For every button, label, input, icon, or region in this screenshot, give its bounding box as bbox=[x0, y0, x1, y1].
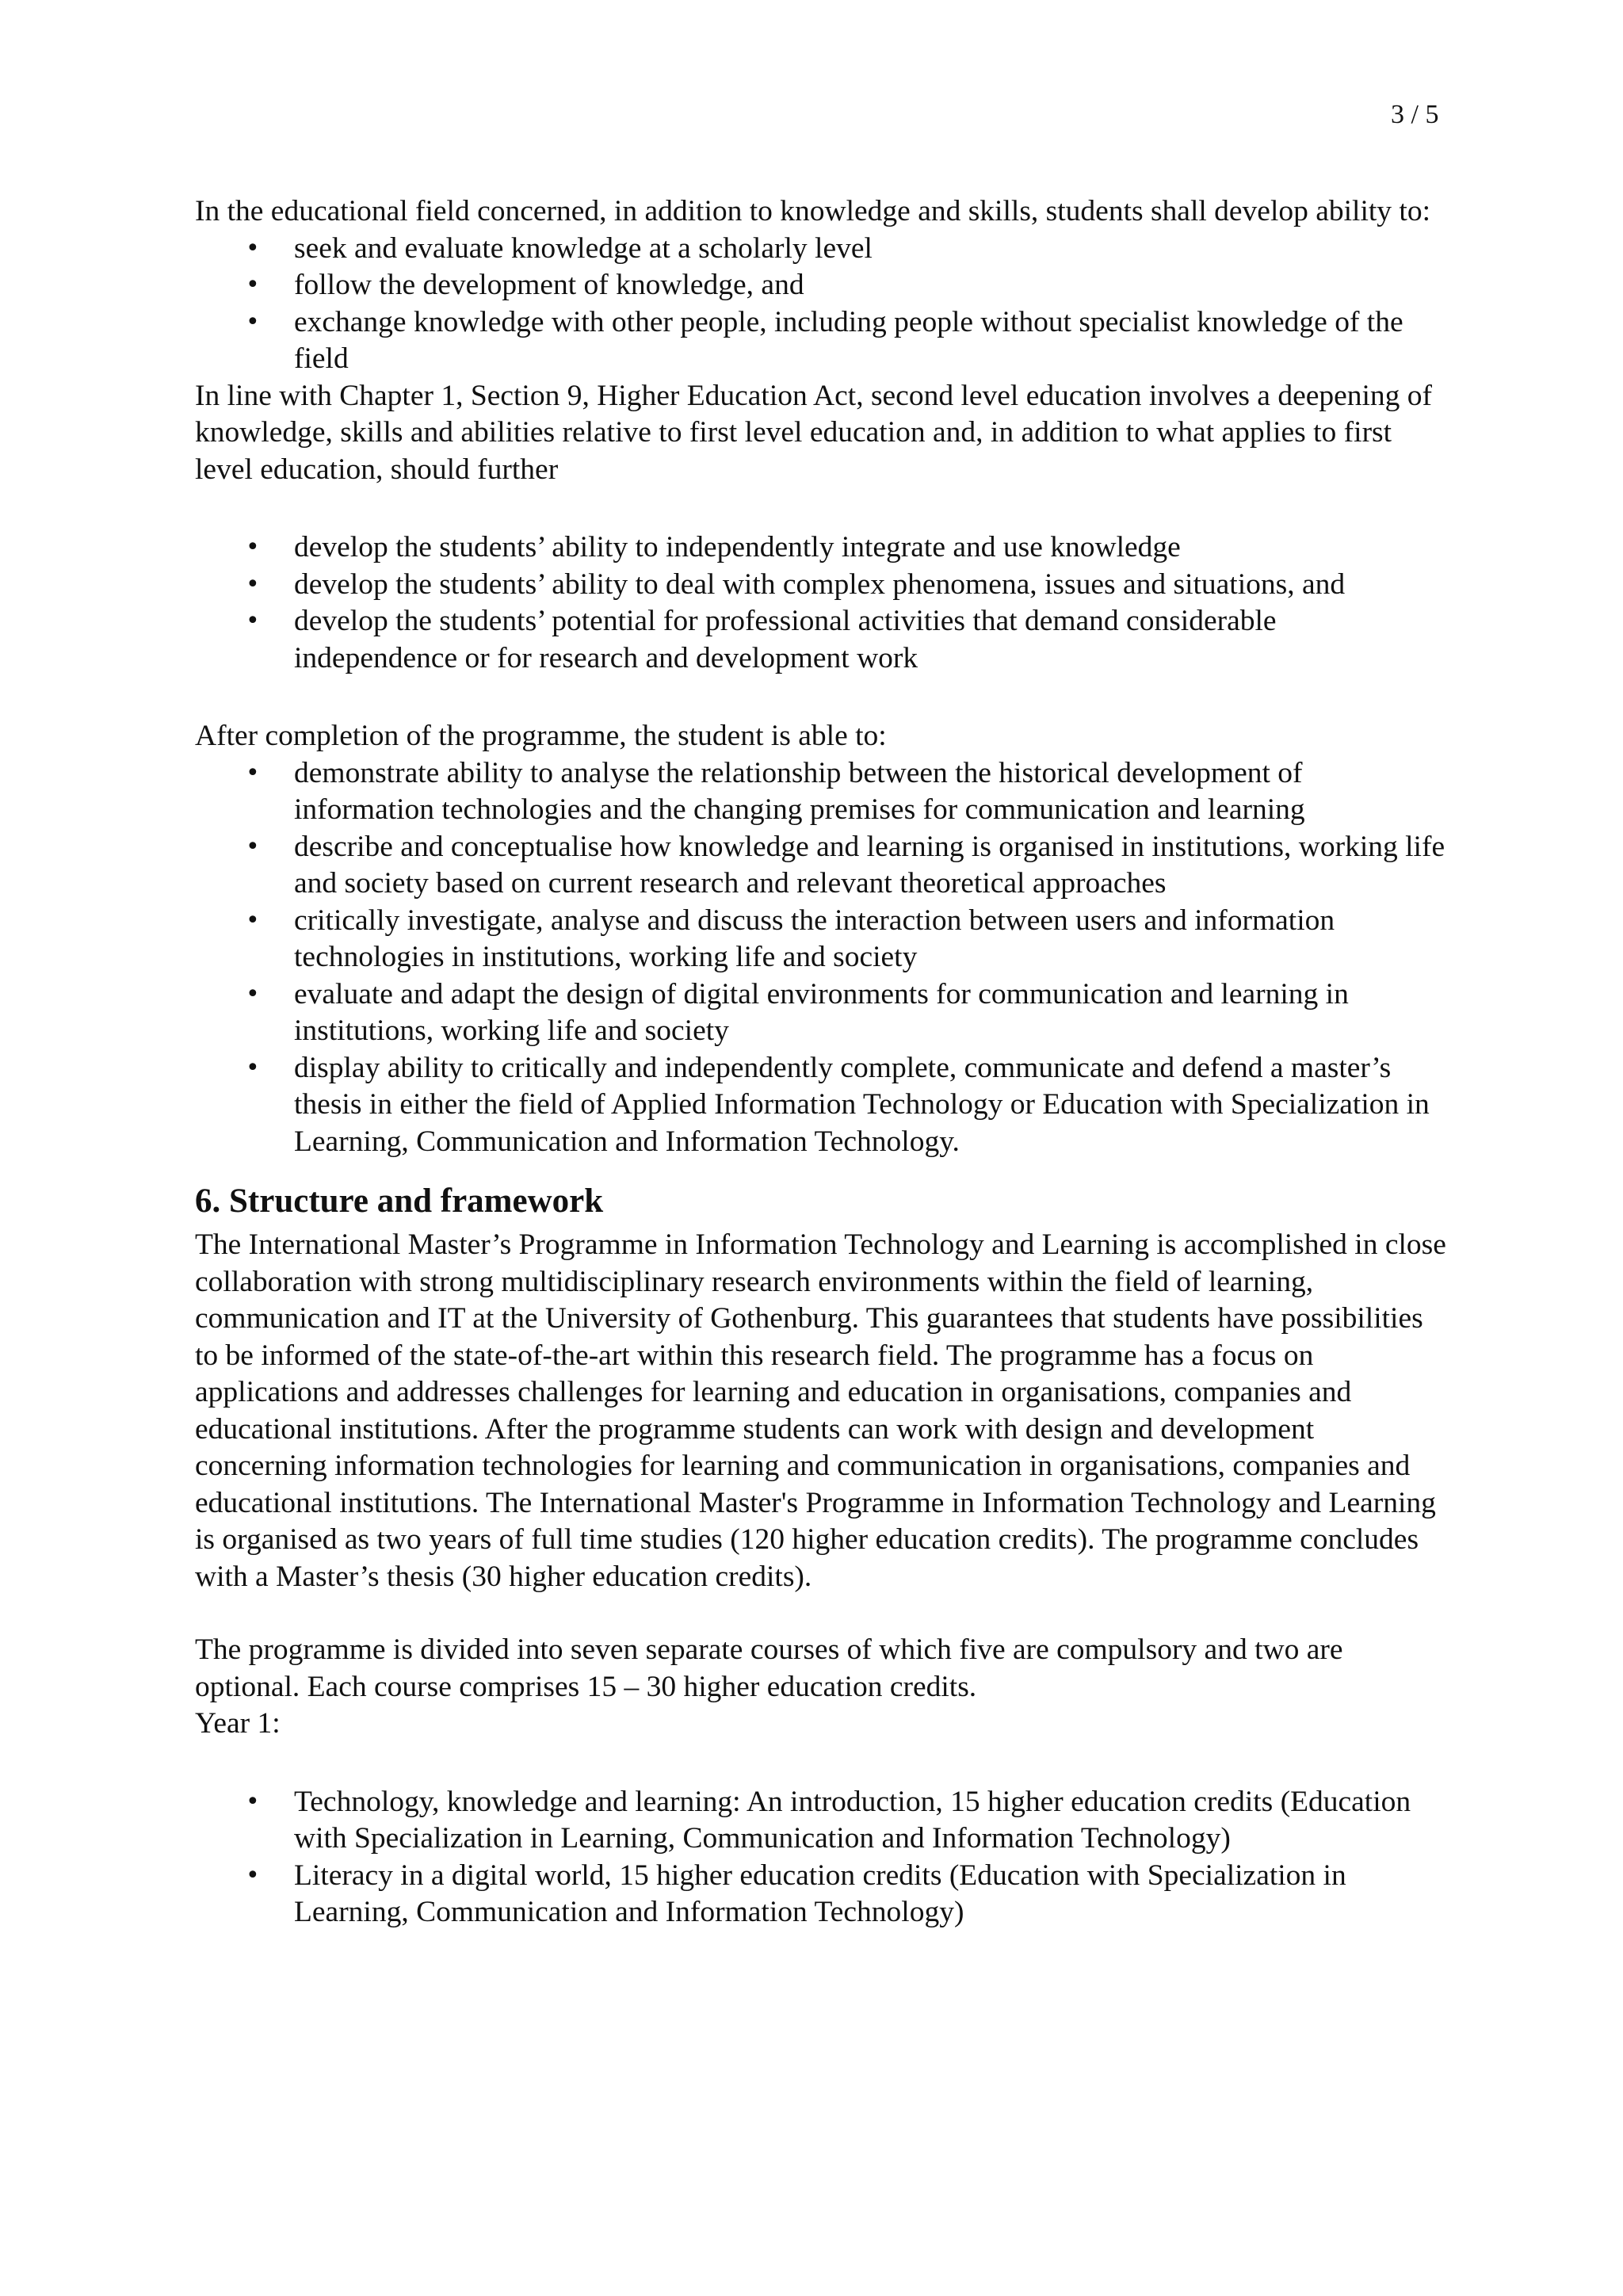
second-level-paragraph: In line with Chapter 1, Section 9, Higher Education Act, second level education involves a deepening of knowledge, skills and abilities relative to first level education and, in addition to what applies to first level education, should further bbox=[195, 379, 1433, 486]
year-label: Year 1: bbox=[195, 1707, 281, 1740]
list-item: • follow the development of knowledge, and bbox=[195, 267, 1447, 304]
outcomes-paragraph: After completion of the programme, the student is able to: bbox=[195, 720, 887, 752]
list-item: • develop the students’ ability to deal with complex phenomena, issues and situations, and bbox=[195, 567, 1447, 604]
course-list bbox=[195, 1784, 1447, 1931]
list-item: • critically investigate, analyse and discuss the interaction between users and information technologies in institutions, working life and society bbox=[195, 903, 1447, 976]
list-item: • demonstrate ability to analyse the relationship between the historical development of information technologies and the changing premises for communication and learning bbox=[195, 755, 1447, 829]
spacer bbox=[195, 677, 1447, 718]
page-number: 3 / 5 bbox=[1391, 100, 1439, 129]
section-heading: 6. Structure and framework bbox=[195, 1182, 604, 1220]
list-item: • develop the students’ ability to independently integrate and use knowledge bbox=[195, 529, 1447, 567]
intro-bullet-list bbox=[195, 231, 1447, 378]
structure-paragraph: The International Master’s Programme in Information Technology and Learning is accomplished in close collaboration with strong multidisciplinary research environments within the field of learning, communication and IT at the University of Gothenburg. This guarantees that students have possibilities to be informed of the state-of-the-art within this research field. The programme has a focus on applications and addresses challenges for learning and education in organisations, companies and educational institutions. After the programme students can work with design and development concerning information technologies for learning and communication in organisations, companies and educational institutions. The International Master's Programme in Information Technology and Learning is organised as two years of full time studies (120 higher education credits). The programme concludes with a Master’s thesis (30 higher education credits). bbox=[195, 1228, 1446, 1593]
page-content bbox=[195, 193, 1447, 1931]
outcomes-bullet-list bbox=[195, 755, 1447, 1161]
spacer bbox=[195, 1595, 1447, 1632]
list-item: • display ability to critically and independently complete, communicate and defend a master’s thesis in either the field of Applied Information Technology or Education with Specialization in Learning, Communication and Information Technology. bbox=[195, 1050, 1447, 1161]
courses-paragraph: The programme is divided into seven separate courses of which five are compulsory and two are optional. Each course comprises 15 – 30 higher education credits. bbox=[195, 1633, 1343, 1703]
list-item: • Technology, knowledge and learning: An introduction, 15 higher education credits (Education with Specialization in Learning, Communication and Information Technology) bbox=[195, 1784, 1447, 1858]
spacer bbox=[195, 1743, 1447, 1784]
list-item: • seek and evaluate knowledge at a scholarly level bbox=[195, 231, 1447, 268]
list-item: • develop the students’ potential for professional activities that demand considerable independence or for research and development work bbox=[195, 603, 1447, 677]
list-item: • exchange knowledge with other people, including people without specialist knowledge of the field bbox=[195, 304, 1447, 378]
list-item: • evaluate and adapt the design of digital environments for communication and learning in institutions, working life and society bbox=[195, 976, 1447, 1050]
second-level-bullet-list bbox=[195, 529, 1447, 677]
list-item: • describe and conceptualise how knowledge and learning is organised in institutions, working life and society based on current research and relevant theoretical approaches bbox=[195, 829, 1447, 903]
spacer bbox=[195, 488, 1447, 529]
list-item: • Literacy in a digital world, 15 higher education credits (Education with Specialization in Learning, Communication and Information Technology) bbox=[195, 1858, 1447, 1931]
intro-paragraph: In the educational field concerned, in addition to knowledge and skills, students shall develop ability to: bbox=[195, 195, 1431, 227]
